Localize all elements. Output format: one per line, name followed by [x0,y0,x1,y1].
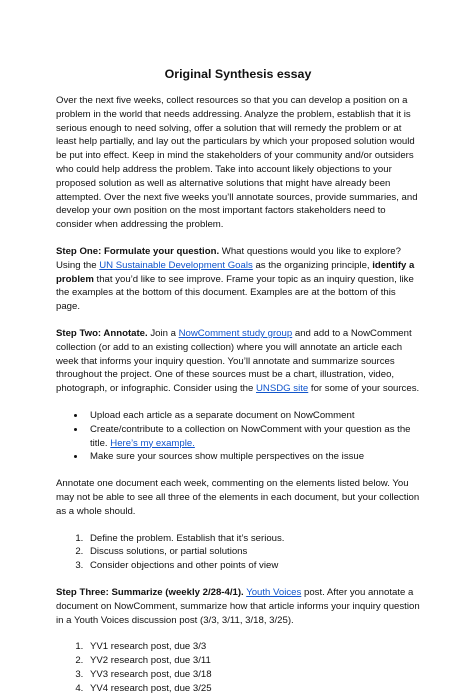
elements-list [56,532,420,573]
research-post-item: 3. YV3 research post, due 3/18 [86,668,420,682]
step-one-text-c: that you’d like to see improve. Frame your topic as an inquiry question, like the examples at the bottom of this document. Examples are at the bottom of this page. [56,273,414,313]
step-one-paragraph [56,245,420,314]
un-sdg-link[interactable]: UN Sustainable Development Goals [99,259,253,271]
element-discuss-solutions: 2. Discuss solutions, or partial solutions [86,545,420,559]
step-one-text-a: What questions would you like to explore? Using the [56,245,401,271]
unsdg-site-link[interactable]: UNSDG site [256,383,309,395]
research-post-item: 1. YV1 research post, due 3/3 [86,640,420,654]
youth-voices-link[interactable]: Youth Voices [246,586,302,598]
step-two-text-b: and add to a NowComment collection (or add to an existing collection) where you will annotate an article each week that informs your inquiry question. You’ll annotate and summarize sources throughout the project. One of these sources must be a chart, illustration, video, photograph, or infographic. Consider using the [56,327,412,395]
step-two-heading: Step Two: Annotate. [56,327,148,339]
annotate-paragraph: Annotate one document each week, commenting on the elements listed below. You may not be able to see all three of the elements in each document, but your collection as a whole should. [56,478,420,517]
bullet-perspectives: • Make sure your sources show multiple perspectives on the issue [86,450,420,464]
identify-problem-bold: identify a problem [56,259,415,285]
step-three-heading: Step Three: Summarize (weekly 2/28-4/1). [56,586,244,598]
element-objections: 3. Consider objections and other points of view [86,559,420,573]
step-one-heading: Step One: Formulate your question. [56,245,220,257]
step-two-text-c: for some of your sources. [308,383,420,395]
research-post-item: 2. YV2 research post, due 3/11 [86,654,420,668]
step-two-paragraph [56,327,420,396]
step-three-paragraph [56,586,420,627]
document-title: Original Synthesis essay [164,67,312,81]
step-three-text-b: post. After you annotate a document on NowComment, summarize how that article informs your inquiry question in a Youth Voices discussion post (3/3, 3/11, 3/18, 3/25). [56,586,420,626]
step-two-text-a: Join a [147,327,179,339]
research-post-item: 4. YV4 research post, due 3/25 [86,682,420,695]
intro-paragraph: Over the next five weeks, collect resources so that you can develop a position on a problem in the world that needs addressing. Analyze the problem, establish that it is serious enough to need solving, offer a solution that will remedy the problem or at least help partially, and lay out the particulars by which your proposed solution would be put into effect. Keep in mind the stakeholders of your community and/or outsiders who could help address the problem. Take into account likely objections to your proposed solution as well as alternative solutions that might have already been attempted. Over the next five weeks you’ll annotate sources, provide summaries, and develop your own position on the most important factors stakeholders need to consider when addressing the problem. [56,95,418,231]
research-posts-list [56,640,420,695]
bullet-collection-text: Create/contribute to a collection on NowComment with your question as the title. [90,423,411,449]
step-two-bullet-list [56,409,420,464]
element-define-problem: 1. Define the problem. Establish that it’s serious. [86,532,420,546]
example-link[interactable]: Here’s my example. [110,437,195,449]
nowcomment-study-group-link[interactable]: NowComment study group [178,327,293,339]
step-one-text-b: as the organizing principle, [252,259,373,271]
bullet-upload: • Upload each article as a separate document on NowComment [86,409,420,423]
bullet-collection [86,423,420,451]
